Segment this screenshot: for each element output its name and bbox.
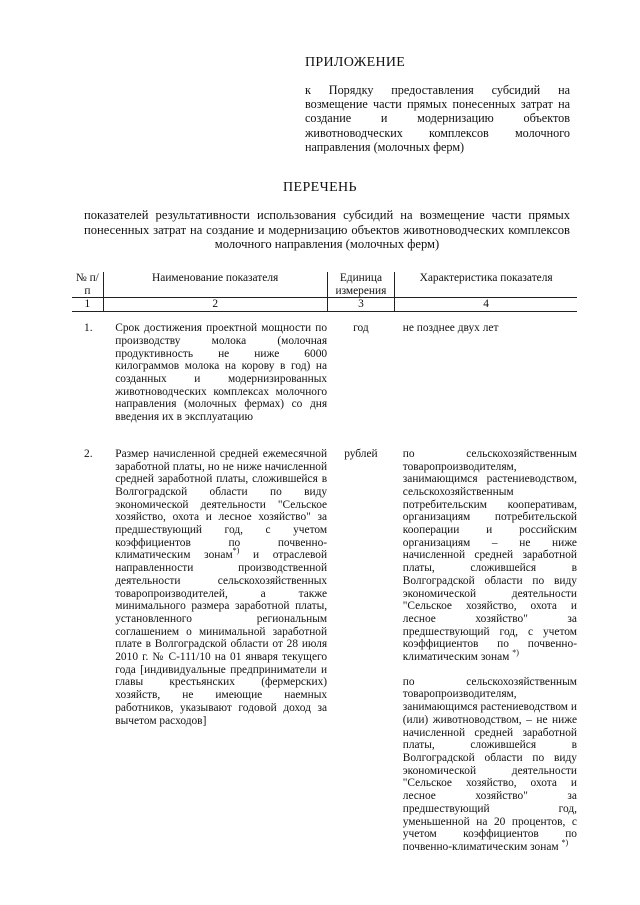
indicator-name-continuation: и отраслевой направленности производственной деятельности сельскохозяйственных товаропроизводителей, а также минимального размера заработной платы, установленного региональным соглашением о минимальной заработной плате в Волгоградской области от 28 июля 2010 г. № С-111/10 на 01 января текущего года [индивидуальные предприниматели и главы крестьянских (фермерских) хозяйств, не имеющие наемных работников, указывают годовой доход за вычетом расходов] — [115, 549, 328, 727]
table-row — [72, 442, 577, 854]
indicator-name: Срок достижения проектной мощности по производству молока (молочная продуктивность не ниже 6000 килограммов молока на корову в год) на созданных и модернизированных животноводческих комплексах молочного направления (молочных фермах) со дня введения их в эксплуатацию — [115, 322, 328, 424]
header-unit: Единица измерения — [327, 272, 395, 298]
appendix-block — [305, 55, 570, 154]
document-subtitle: показателей результативности использования субсидий на возмещение части прямых понесенных затрат на создание и модернизацию объектов животноводческих комплексов молочного направления (молочных ферм) — [84, 208, 570, 252]
indicators-table — [72, 272, 577, 854]
header-characteristic: Характеристика показателя — [395, 272, 577, 298]
column-number: 1 — [72, 298, 103, 312]
indicator-characteristic: не позднее двух лет — [402, 322, 499, 335]
indicator-name — [103, 442, 327, 854]
row-number: 2. — [84, 447, 93, 460]
indicator-unit: рублей — [344, 447, 378, 460]
column-number: 4 — [395, 298, 577, 312]
header-num: № п/п — [72, 272, 103, 298]
row-number: 1. — [84, 322, 93, 335]
footnote-marker: *) — [512, 648, 519, 658]
characteristic-text: по сельскохозяйственным товаропроизводителям, занимающимся растениеводством, сельскохозяйственным потребительским кооперативам, организациям потребительской кооперации и российским организациям – не ниже начисленной средней заработной платы, сложившейся в Волгоградской области по виду экономической деятельности "Сельское хозяйство, охота и лесное хозяйство" за предшествующий год, с учетом коэффициентов по почвенно-климатическим зонам — [402, 447, 577, 664]
column-number: 3 — [327, 298, 395, 312]
indicator-unit: год — [353, 322, 369, 335]
characteristic-paragraph — [403, 448, 577, 664]
characteristic-text: по сельскохозяйственным товаропроизводителям, занимающимся растениеводством и (или) животноводством, – не ниже начисленной средней заработной платы, сложившейся в Волгоградской области по виду экономической деятельности "Сельское хозяйство, охота и лесное хозяйство" за предшествующий год, уменьшенной на 20 процентов, с учетом коэффициентов по почвенно-климатическим зонам — [402, 675, 577, 853]
characteristic-paragraph — [403, 676, 577, 854]
document-title: ПЕРЕЧЕНЬ — [283, 180, 357, 195]
table-header-row — [72, 272, 577, 298]
column-numbers-row — [72, 298, 577, 312]
header-name: Наименование показателя — [103, 272, 327, 298]
footnote-marker: *) — [561, 838, 569, 848]
column-number: 2 — [103, 298, 327, 312]
indicator-name-text: Размер начисленной средней ежемесячной заработной платы, но не ниже начисленной средней заработной платы, сложившейся в Волгоградской области по виду экономической деятельности "Сельское хозяйство, охота и лесное хозяйство" за предшествующий год, с учетом коэффициентов по почвенно-климатическим зонам — [115, 447, 328, 562]
appendix-text: к Порядку предоставления субсидий на возмещение части прямых понесенных затрат на создание и модернизацию объектов животноводческих комплексов молочного направления (молочных ферм) — [305, 83, 570, 154]
appendix-title: ПРИЛОЖЕНИЕ — [305, 55, 406, 70]
footnote-marker: *) — [232, 546, 240, 556]
table-row — [72, 312, 577, 442]
indicator-characteristic — [395, 442, 577, 854]
